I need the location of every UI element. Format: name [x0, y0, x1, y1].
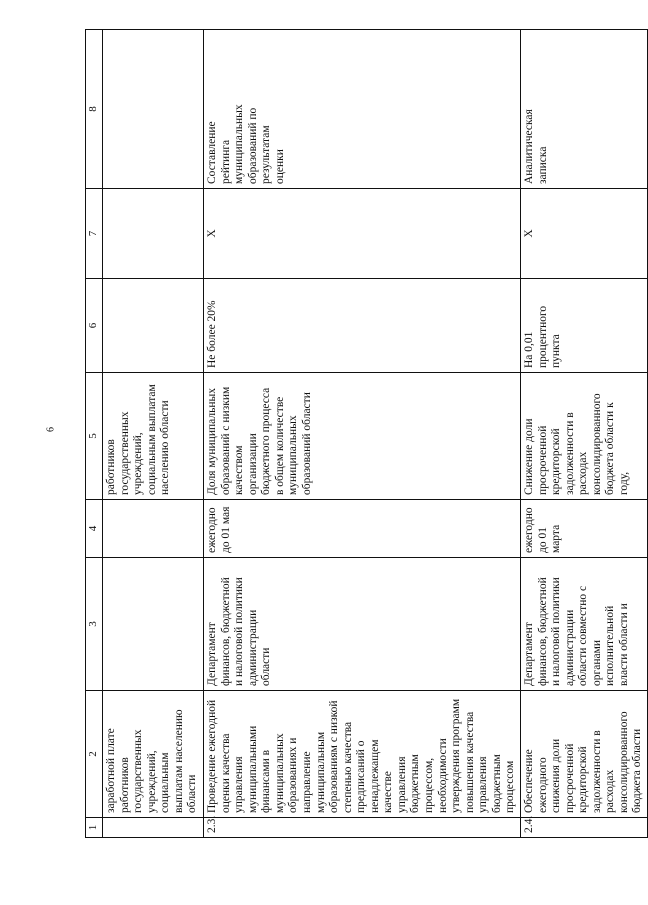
- rotated-table-container: [85, 30, 644, 838]
- executor-cell: [103, 558, 204, 691]
- table-row: [204, 30, 521, 838]
- measures-table: [85, 29, 648, 838]
- row-number: 2.3.: [204, 818, 521, 838]
- table-header-row: [86, 30, 103, 838]
- result-cell: Аналитическая записка: [520, 30, 647, 189]
- table-row: [103, 30, 204, 838]
- header-cell: 4: [86, 500, 103, 558]
- header-cell: 5: [86, 373, 103, 500]
- term-cell: ежегодно до 01 марта: [520, 500, 647, 558]
- header-cell: 1: [86, 818, 103, 838]
- executor-cell: Департамент финансов, бюджетной и налоговой политики администрации области совместно с органами исполнительной власти области и: [520, 558, 647, 691]
- target-cell: [103, 279, 204, 373]
- deadline-cell: X: [204, 189, 521, 279]
- result-cell: Составление рейтинга муниципальных образований по результатам оценки: [204, 30, 521, 189]
- header-cell: 6: [86, 279, 103, 373]
- header-cell: 8: [86, 30, 103, 189]
- deadline-cell: [103, 189, 204, 279]
- header-cell: 3: [86, 558, 103, 691]
- executor-cell: Департамент финансов, бюджетной и налоговой политики администрации области: [204, 558, 521, 691]
- header-cell: 2: [86, 691, 103, 818]
- measure-cell: Проведение ежегодной оценки качества управления муниципальными финансами в муниципальных образованиях и направление муниципальным образованиям с низкой степенью качества предписаний о ненадлежащем качестве управления бюджетным процессом, необходимости утверждения программ повышения качества управления бюджетным процессом: [204, 691, 521, 818]
- measure-cell: заработной плате работников государственных учреждений, социальным выплатам населению области: [103, 691, 204, 818]
- page-number: 6: [45, 427, 57, 432]
- indicator-cell: Снижение доли просроченной кредиторской задолженности в расходах консолидированного бюджета области к году,: [520, 373, 647, 500]
- table-row: [520, 30, 647, 838]
- row-number: 2.4.: [520, 818, 647, 838]
- measure-cell: Обеспечение ежегодного снижения доли просроченной кредиторской задолженности в расходах консолидированного бюджета области: [520, 691, 647, 818]
- deadline-cell: X: [520, 189, 647, 279]
- header-cell: 7: [86, 189, 103, 279]
- indicator-cell: работников государственных учреждений, социальным выплатам населению области: [103, 373, 204, 500]
- row-number: [103, 818, 204, 838]
- result-cell: [103, 30, 204, 189]
- target-cell: На 0,01 процентного пункта: [520, 279, 647, 373]
- indicator-cell: Доля муниципальных образований с низким качеством организации бюджетного процесса в общем количестве муниципальных образований области: [204, 373, 521, 500]
- term-cell: [103, 500, 204, 558]
- target-cell: Не более 20%: [204, 279, 521, 373]
- term-cell: ежегодно до 01 мая: [204, 500, 521, 558]
